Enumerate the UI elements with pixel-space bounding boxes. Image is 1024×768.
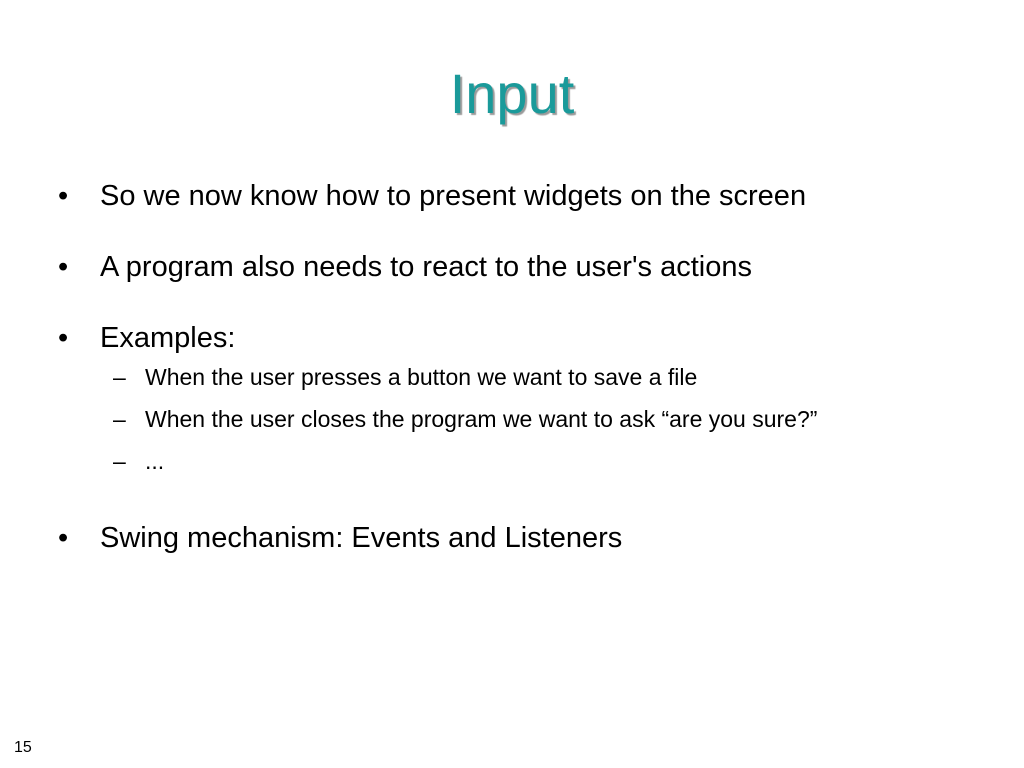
bullet-text: A program also needs to react to the user's actions xyxy=(100,251,752,283)
bullet-text: So we now know how to present widgets on the screen xyxy=(100,180,807,212)
sub-bullet-item xyxy=(58,404,885,434)
sub-bullet-item xyxy=(58,362,885,392)
sub-bullet-text: When the user presses a button we want to save a file xyxy=(145,364,698,390)
bullet-item xyxy=(58,249,958,285)
bullet-text: Swing mechanism: Events and Listeners xyxy=(100,522,623,554)
sub-bullet-marker: – xyxy=(113,406,126,432)
slide-title: Input xyxy=(449,62,575,125)
bullet-marker: • xyxy=(58,322,69,354)
bullet-marker: • xyxy=(58,522,69,554)
bullet-item xyxy=(58,520,958,556)
sub-bullet-text: ... xyxy=(145,448,165,474)
sub-bullet-marker: – xyxy=(113,364,126,390)
bullet-list xyxy=(58,178,958,591)
sub-bullet-text: When the user closes the program we want to ask “are you sure?” xyxy=(145,406,818,432)
bullet-item xyxy=(58,320,958,356)
page-number: 15 xyxy=(14,739,32,756)
bullet-marker: • xyxy=(58,180,69,212)
sub-bullet-marker: – xyxy=(113,448,126,474)
bullet-text: Examples: xyxy=(100,322,236,354)
bullet-item xyxy=(58,178,958,214)
sub-bullet-item xyxy=(58,446,885,476)
bullet-marker: • xyxy=(58,251,69,283)
